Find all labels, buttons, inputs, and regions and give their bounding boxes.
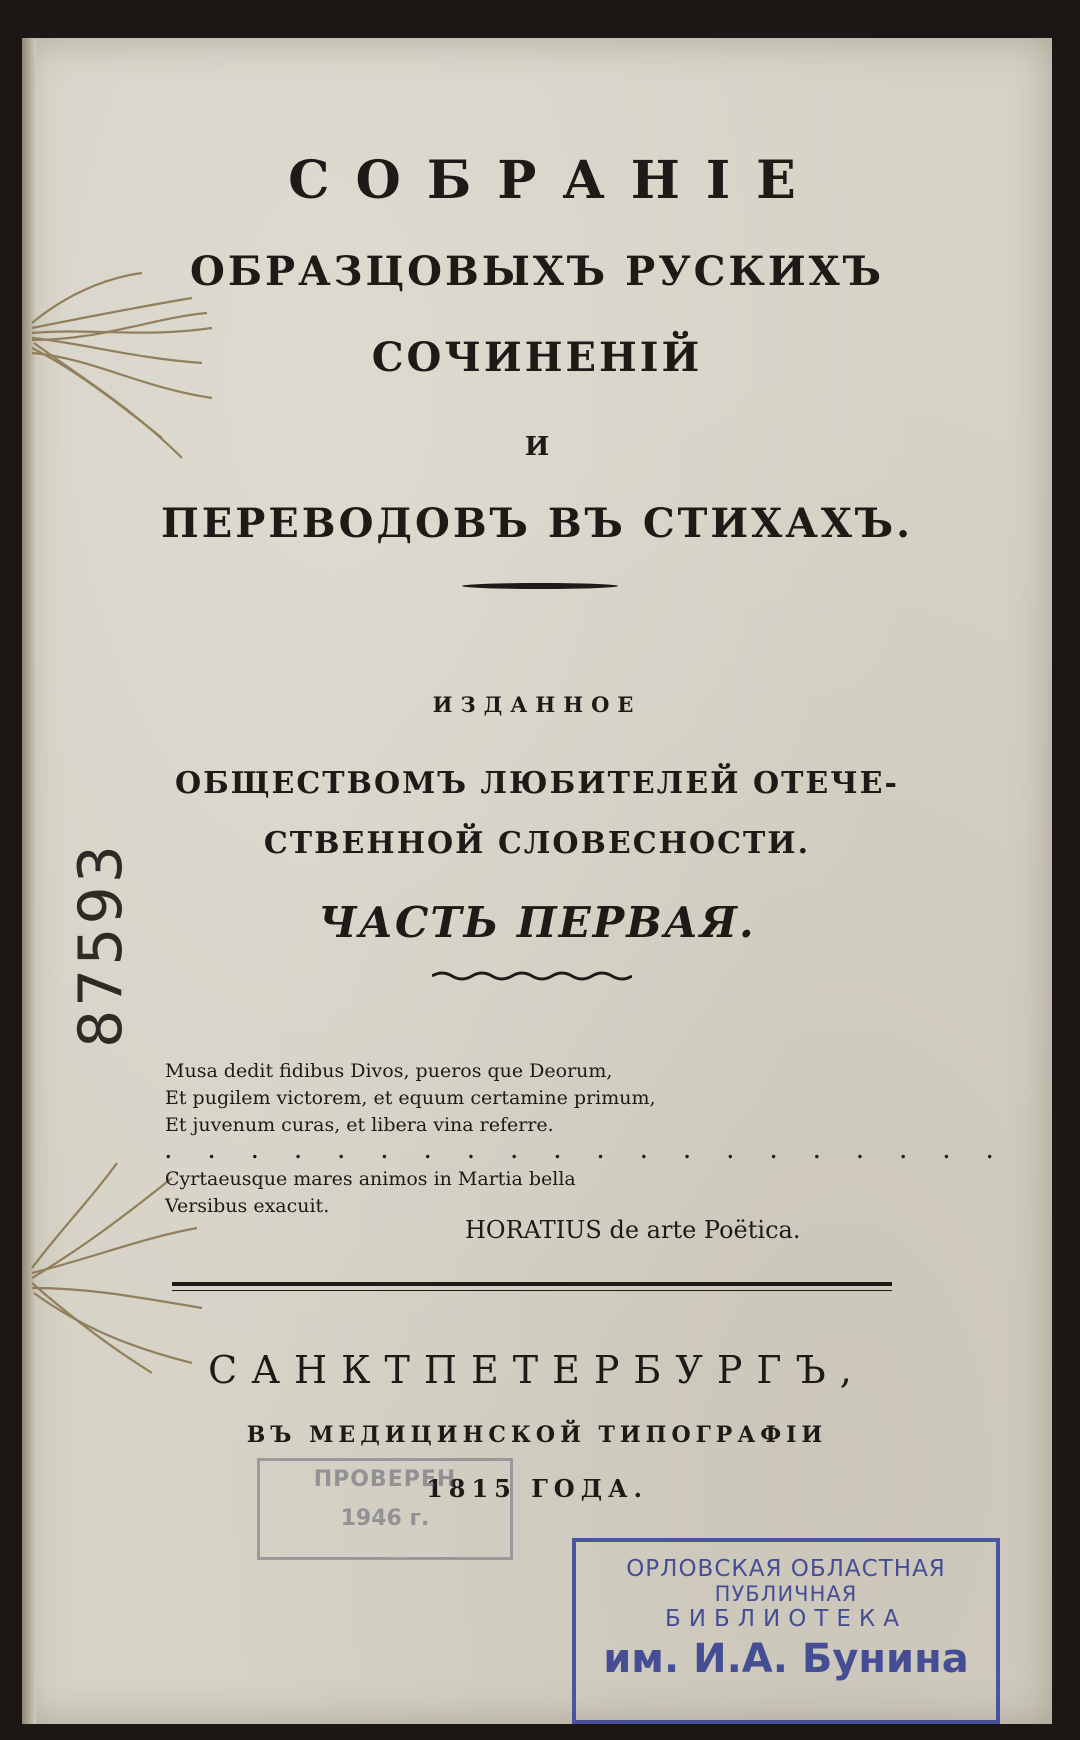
- imprint-divider-thin: [172, 1290, 892, 1291]
- epigraph: [165, 1058, 1008, 1244]
- title-line-5: ПЕРЕВОДОВЪ ВЪ СТИХАХЪ.: [160, 500, 914, 547]
- title-divider: [462, 583, 618, 589]
- publisher-label: ИЗДАННОЕ: [432, 692, 642, 717]
- publisher-line-2: СТВЕННОЙ СЛОВЕСНОСТИ.: [263, 826, 811, 861]
- library-stamp-line-4: им. И.А. Бунина: [603, 1636, 969, 1682]
- epigraph-line-2: Et pugilem victorem, et equum certamine primum,: [165, 1087, 656, 1109]
- check-stamp-line-2: 1946 г.: [340, 1506, 430, 1531]
- epigraph-line-1: Musa dedit fidibus Divos, pueros que Deorum,: [165, 1060, 613, 1082]
- library-stamp-line-2: ПУБЛИЧНАЯ: [714, 1582, 858, 1606]
- part-heading: ЧАСТЬ ПЕРВАЯ.: [318, 898, 756, 947]
- library-stamp-line-3: БИБЛИОТЕКА: [664, 1606, 907, 1632]
- epigraph-line-4: Cyrtaeusque mares animos in Martia bella: [165, 1168, 576, 1190]
- check-stamp-line-1: ПРОВЕРЕН: [313, 1467, 457, 1492]
- title-line-4: И: [524, 432, 550, 462]
- imprint-city: САНКТПЕТЕРБУРГЪ,: [208, 1348, 866, 1392]
- ornamental-divider: [432, 968, 632, 984]
- title-line-2: ОБРАЗЦОВЫХЪ РУСКИХЪ: [190, 248, 884, 295]
- imprint-year: 1815 ГОДА.: [426, 1474, 648, 1503]
- library-stamp-line-1: ОРЛОВСКАЯ ОБЛАСТНАЯ: [626, 1556, 946, 1582]
- handwritten-inventory-number: 87593: [66, 842, 136, 1048]
- epigraph-ellipsis: . . . . . . . . . . . . . . . . . . . .: [165, 1141, 1008, 1163]
- check-stamp: [257, 1458, 513, 1560]
- title-line-1: СОБРАНІЕ: [288, 150, 822, 211]
- epigraph-line-3: Et juvenum curas, et libera vina referre.: [165, 1114, 554, 1136]
- epigraph-line-5: Versibus exacuit.: [165, 1195, 330, 1217]
- library-stamp: [572, 1538, 1000, 1724]
- imprint-divider: [172, 1282, 892, 1286]
- publisher-line-1: ОБЩЕСТВОМЪ ЛЮБИТЕЛЕЙ ОТЕЧЕ-: [175, 766, 899, 801]
- imprint-press: ВЪ МЕДИЦИНСКОЙ ТИПОГРАФІИ: [246, 1422, 828, 1448]
- epigraph-attribution: HORATIUS de arte Poëtica.: [465, 1216, 801, 1244]
- title-line-3: СОЧИНЕНІЙ: [371, 334, 703, 381]
- title-page: [22, 38, 1052, 1724]
